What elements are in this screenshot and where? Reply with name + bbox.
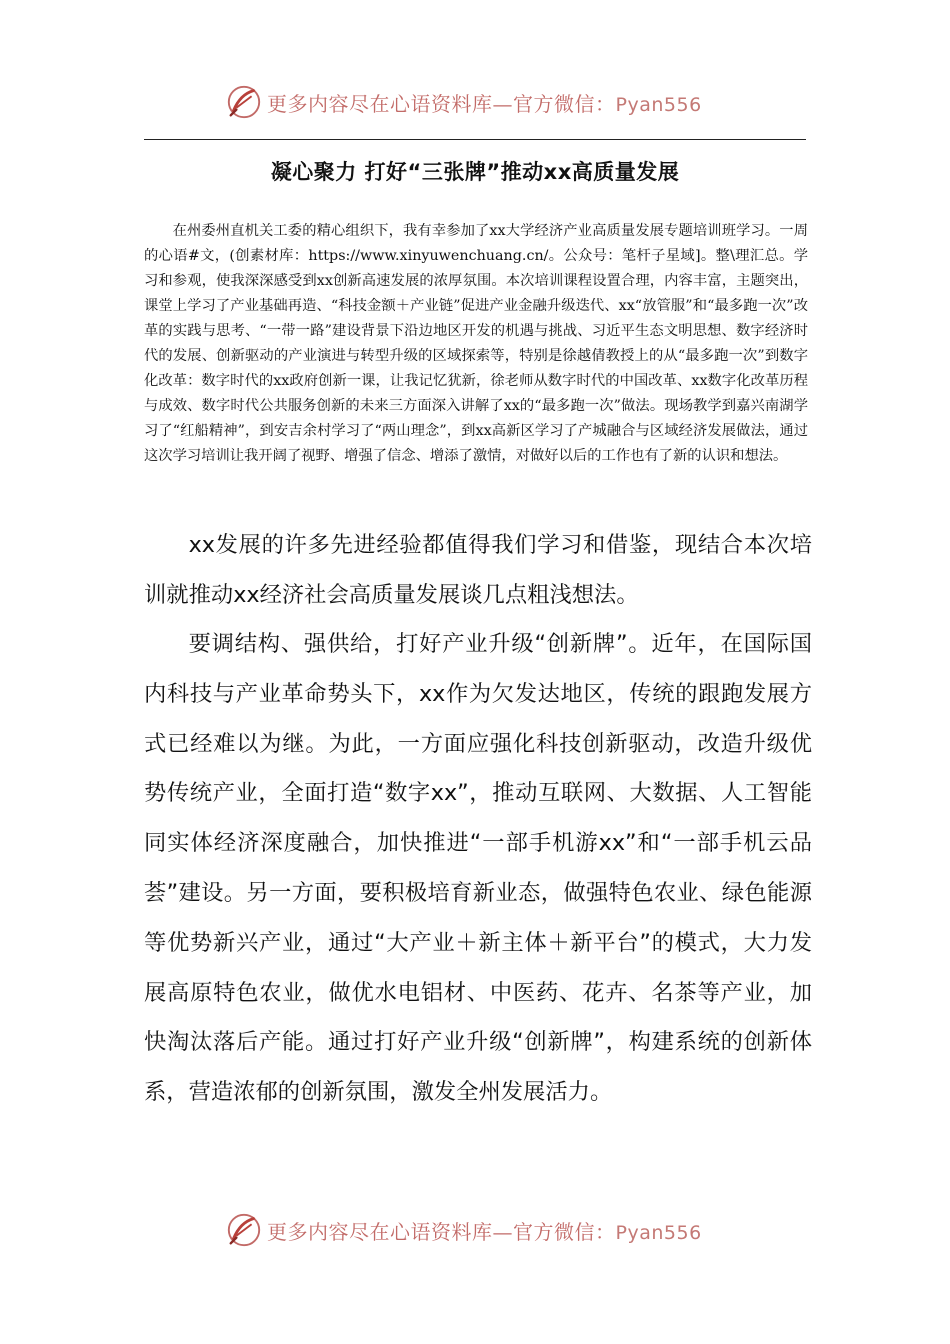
abstract-paragraph: 在州委州直机关工委的精心组织下，我有幸参加了xx大学经济产业高质量发展专题培训班学习。一周的心语#文，(创素材库：https://www.xinyuwenchuang.cn/。公众号：笔杆子星域]。整\理汇总。学习和参观，使我深深感受到xx创新高速发展的浓厚氛围。本次培训课程设置合理，内容丰富，主题突出，课堂上学习了产业基础再造、“科技金额＋产业链”促进产业金融升级迭代、xx“放管服”和“最多跑一次”改革的实践与思考、“一带一路”建设背景下沿边地区开发的机遇与挑战、习近平生态文明思想、数字经济时代的发展、创新驱动的产业演进与转型升级的区域探索等，特别是徐越倩教授上的从“最多跑一次”到数字化改革：数字时代的xx政府创新一课，让我记忆犹新，徐老师从数字时代的中国改革、xx数字化改革历程与成效、数字时代公共服务创新的未来三方面深入讲解了xx的“最多跑一次”做法。现场教学到嘉兴南湖学习了“红船精神”，到安吉余村学习了“两山理念”，到xx高新区学习了产城融合与区域经济发展做法，通过这次学习培训让我开阔了视野、增强了信念、增添了激情，对做好以后的工作也有了新的认识和想法。 — [144, 223, 808, 464]
pen-logo-icon — [225, 1211, 263, 1249]
footer-banner — [225, 1210, 725, 1250]
pen-logo-icon — [225, 83, 263, 121]
footer-banner-text: 更多内容尽在心语资料库—官方微信：Pyan556 — [267, 1219, 702, 1244]
header-banner-text: 更多内容尽在心语资料库—官方微信：Pyan556 — [267, 91, 702, 116]
wechat-id: Pyan556 — [615, 1221, 702, 1244]
header-divider — [144, 139, 806, 140]
header-banner — [225, 82, 725, 122]
body-paragraph-1: xx发展的许多先进经验都值得我们学习和借鉴，现结合本次培训就推动xx经济社会高质量发展谈几点粗浅想法。 — [144, 532, 812, 608]
wechat-id: Pyan556 — [615, 93, 702, 116]
document-title: 凝心聚力 打好“三张牌”推动xx高质量发展 — [270, 160, 680, 184]
body-paragraph-2: 要调结构、强供给，打好产业升级“创新牌”。近年，在国际国内科技与产业革命势头下，xx作为欠发达地区，传统的跟跑发展方式已经难以为继。为此，一方面应强化科技创新驱动，改造升级优势传统产业，全面打造“数字xx”，推动互联网、大数据、人工智能同实体经济深度融合，加快推进“一部手机游xx”和“一部手机云品荟”建设。另一方面，要积极培育新业态，做强特色农业、绿色能源等优势新兴产业，通过“大产业＋新主体＋新平台”的模式，大力发展高原特色农业，做优水电铝材、中医药、花卉、名茶等产业，加快淘汰落后产能。通过打好产业升级“创新牌”，构建系统的创新体系，营造浓郁的创新氛围，激发全州发展活力。 — [144, 631, 812, 1106]
